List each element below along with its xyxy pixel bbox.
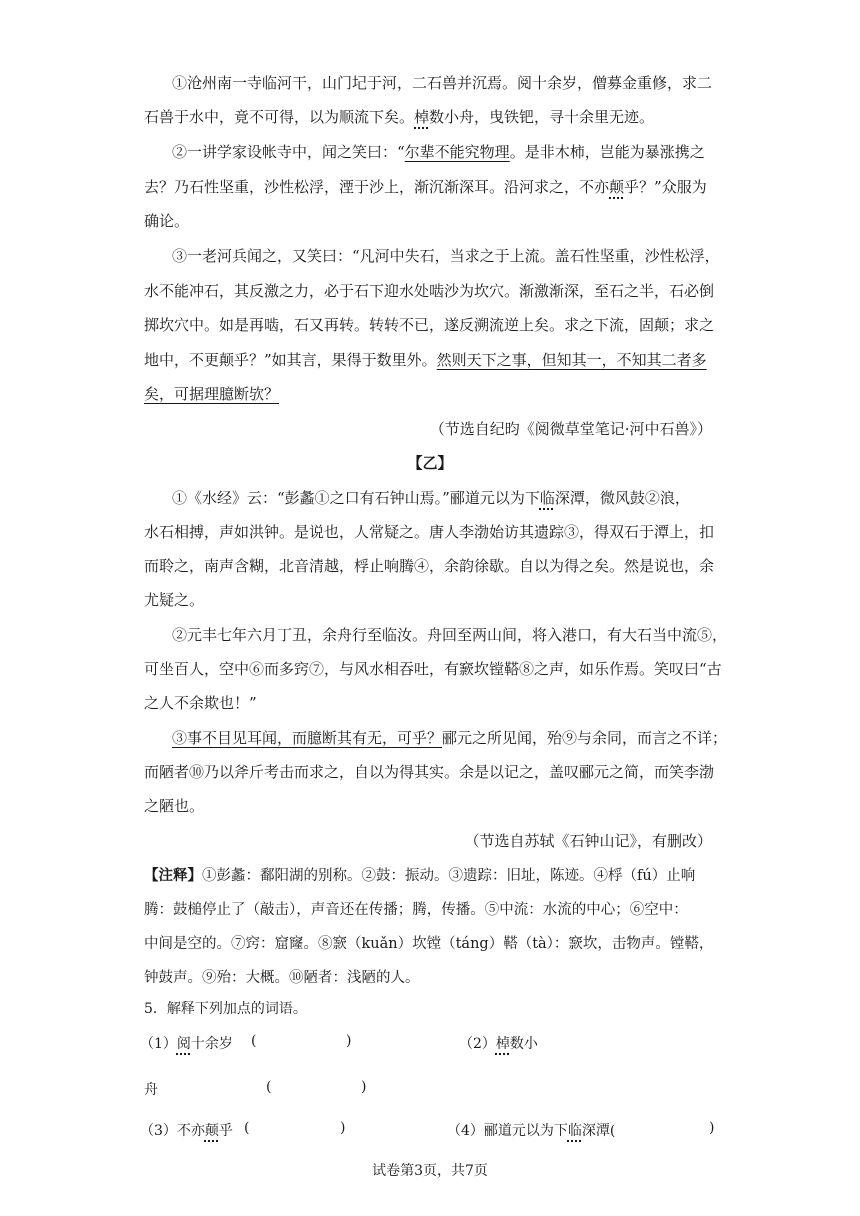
- dotted-word-lin: 临: [539, 489, 555, 507]
- question-item-4: [447, 1120, 615, 1140]
- text: ②一讲学家设帐寺中，闻之笑曰：“: [172, 143, 405, 161]
- answer-blank-2-close: ): [361, 1079, 367, 1095]
- jia-p2-line1: [172, 141, 705, 162]
- question-item-2-wrap: 舟: [144, 1082, 158, 1098]
- text: （4）郦道元以为下: [447, 1123, 568, 1139]
- text: 。是非木柿，岂能为暴涨携之: [509, 143, 705, 161]
- dotted-word: 颠: [204, 1123, 219, 1139]
- page-footer: 试卷第3页，共7页: [372, 1163, 488, 1179]
- text: ①《水经》云：“彭蠡①之口有石钟山焉。”郦道元以为下: [172, 489, 540, 507]
- underlined-sentence: ③事不目见耳闻，而臆断其有无，可乎？: [172, 729, 443, 747]
- jia-p3-line5: 矣，可据理臆断欤？: [144, 385, 280, 403]
- yi-p1-line4: 尤疑之。: [144, 591, 205, 609]
- notes-label: 【注释】: [144, 867, 202, 884]
- yi-p3-line3: 之陋也。: [144, 797, 205, 815]
- notes-line3: 中间是空的。⑦窍：窟窿。⑧窾（kuǎn）坎镗（táng）鞳（tà）：窾坎，击物声。镗鞳，: [144, 936, 714, 952]
- text: 去？乃石性坚重，沙性松浮，湮于沙上，渐沉渐深耳。沿河求之，不亦: [144, 178, 610, 196]
- jia-p2-line2: [144, 176, 707, 197]
- yi-p2-line1: ②元丰七年六月丁丑，余舟行至临汝。舟回至两山间，将入港口，有大石当中流⑤，: [172, 626, 728, 644]
- answer-blank-2-open: (: [266, 1079, 272, 1095]
- yi-p1-line3: 而聆之，南声含糊，北音清越，桴止响腾④，余韵徐歇。自以为得之矣。然是说也，余: [144, 557, 715, 575]
- question-item-1: [140, 1033, 233, 1053]
- yi-p1-line2: 水石相搏，声如洪钟。是说也，人常疑之。唐人李渤始访其遗踪③，得双石于潭上，扣: [144, 523, 715, 541]
- dotted-word: 临: [567, 1123, 582, 1139]
- jia-p3-line2: 水不能冲石，其反激之力，必于石下迎水处啮沙为坎穴。渐激渐深，至石之半，石必倒: [144, 282, 715, 300]
- text: 数小: [509, 1036, 538, 1052]
- text: （3）不亦: [140, 1123, 205, 1139]
- underlined-sentence: 然则天下之事，但知其一，不知其二者多: [436, 351, 707, 369]
- notes-line1: [144, 864, 695, 885]
- text: 数小舟，曳铁钯，寻十余里无迹。: [429, 108, 655, 126]
- yi-heading: 【乙】: [407, 454, 453, 472]
- notes-line4: 钟鼓声。⑨殆：大概。⑩陋者：浅陋的人。: [144, 970, 420, 986]
- text: 十余岁: [190, 1036, 233, 1052]
- jia-p3-line1: ③一老河兵闻之，又笑曰：“凡河中失石，当求之于上流。盖石性坚重，沙性松浮，: [172, 247, 720, 265]
- yi-p3-line1: [172, 727, 727, 748]
- text: 深潭，微风鼓②浪，: [554, 489, 690, 507]
- question-item-3: [140, 1120, 233, 1140]
- answer-blank-4-close: ): [709, 1120, 715, 1136]
- text: 乎: [218, 1123, 233, 1139]
- text: ①彭蠡：鄱阳湖的别称。②鼓：振动。③遗踪：旧址，陈迹。④桴（fú）止响: [202, 868, 696, 884]
- jia-p3-line3: 掷坎穴中。如是再啮，石又再转。转转不已，遂反溯流逆上矣。求之下流，固颠；求之: [144, 316, 715, 334]
- question-title: 5．解释下列加点的词语。: [144, 1001, 307, 1017]
- dotted-word-zhao: 棹: [414, 108, 430, 126]
- yi-p2-line2: 可坐百人，空中⑥而多窍⑦，与风水相吞吐，有窾坎镗鞳⑧之声，如乐作焉。笑叹曰“古: [144, 660, 722, 678]
- answer-blank-4-open: (: [609, 1123, 616, 1139]
- answer-blank-1-close: ): [346, 1033, 352, 1049]
- dotted-word: 棹: [495, 1036, 510, 1052]
- answer-blank-3-open: (: [244, 1120, 250, 1136]
- text: （1）: [140, 1036, 177, 1052]
- yi-p2-line3: 之人不余欺也！”: [144, 694, 257, 712]
- underlined-sentence: 尔辈不能究物理: [404, 143, 510, 161]
- text: 乎？”众服为: [624, 178, 707, 196]
- jia-p1-line2: [144, 106, 654, 127]
- text: （2）: [459, 1036, 496, 1052]
- dotted-word-dian: 颠: [609, 178, 625, 196]
- dotted-word: 阅: [176, 1036, 191, 1052]
- answer-blank-1-open: (: [251, 1033, 257, 1049]
- yi-p1-line1: [172, 487, 690, 508]
- text: 地中，不更颠乎？”如其言，果得于数里外。: [144, 351, 437, 369]
- text: 石兽于水中，竟不可得，以为顺流下矣。: [144, 108, 415, 126]
- jia-source: （节选自纪昀《阅微草堂笔记·河中石兽》）: [429, 420, 712, 438]
- yi-source: （节选自苏轼《石钟山记》，有删改）: [464, 832, 712, 850]
- jia-p1-line1: ①沧州南一寺临河干，山门圮于河，二石兽并沉焉。阅十余岁，僧募金重修，求二: [172, 74, 713, 92]
- text: 深潭: [581, 1123, 610, 1139]
- question-item-2: [459, 1033, 538, 1053]
- notes-line2: 腾：鼓槌停止了（敲击），声音还在传播；腾，传播。⑤中流：水流的中心；⑥空中：: [144, 902, 688, 918]
- answer-blank-3-close: ): [340, 1120, 346, 1136]
- text: 郦元之所见闻，殆⑨与余同，而言之不详；: [442, 729, 728, 747]
- yi-p3-line2: 而陋者⑩乃以斧斤考击而求之，自以为得其实。余是以记之，盖叹郦元之简，而笑李渤: [144, 763, 715, 781]
- jia-p3-line4: [144, 349, 707, 370]
- jia-p2-line3: 确论。: [144, 212, 190, 230]
